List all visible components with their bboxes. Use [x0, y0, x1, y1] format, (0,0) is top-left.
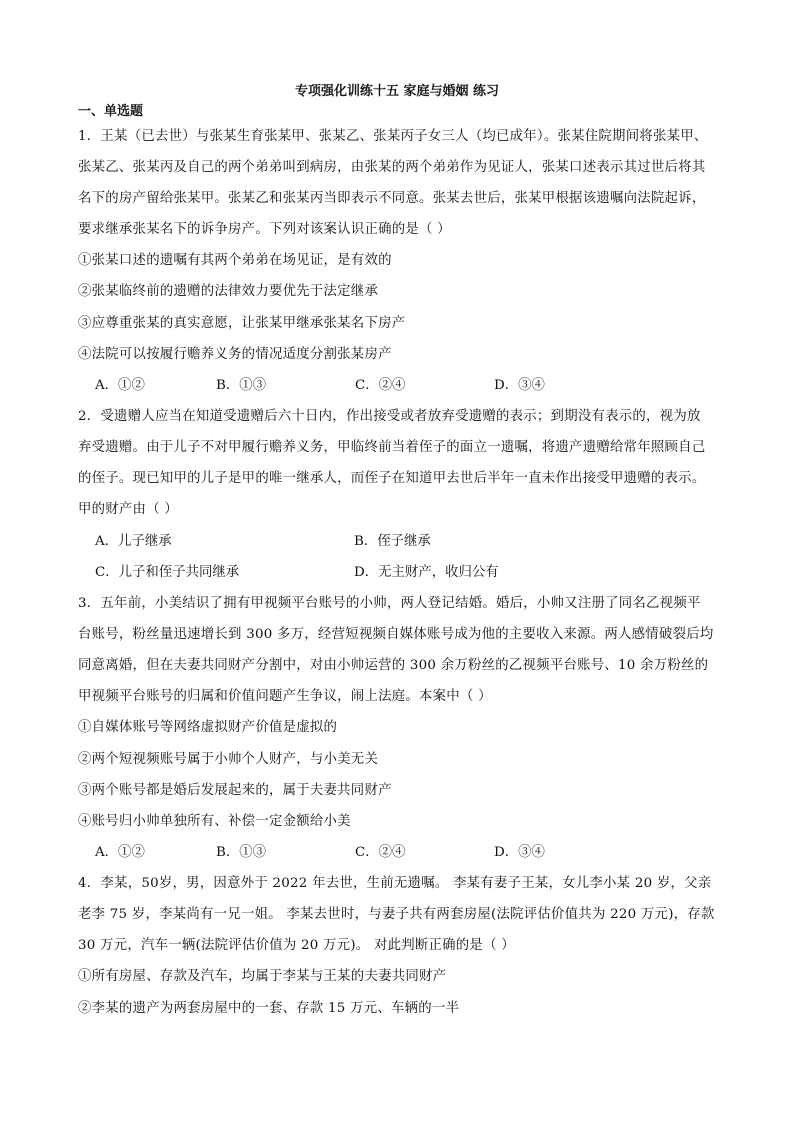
q1-statement: ①张某口述的遗嘱有其两个弟弟在场见证，是有效的 — [78, 253, 392, 268]
q2-stem-line: 的侄子。现已知甲的儿子是甲的唯一继承人，而侄子在知道甲去世后半年一直未作出接受甲遗赠的表示。 — [78, 471, 706, 486]
document-title: 专项强化训练十五 家庭与婚姻 练习 — [294, 84, 500, 99]
q3-option-c[interactable]: C．②④ — [355, 845, 406, 860]
q4-statement: ②李某的遗产为两套房屋中的一套、存款 15 万元、车辆的一半 — [78, 1001, 460, 1016]
q3-statement: ③两个账号都是婚后发展起来的，属于夫妻共同财产 — [78, 783, 392, 798]
q1-stem-line: 张某乙、张某丙及自己的两个弟弟叫到病房，由张某的两个弟弟作为见证人，张某口述表示其过世后将其 — [78, 160, 706, 175]
q1-statement: ③应尊重张某的真实意愿，让张某甲继承张某名下房产 — [78, 316, 406, 331]
q2-option-b[interactable]: B．侄子继承 — [354, 534, 431, 549]
q2-option-c[interactable]: C．儿子和侄子共同继承 — [95, 565, 240, 580]
q1-statement: ④法院可以按履行赡养义务的情况适度分割张某房产 — [78, 347, 392, 362]
q2-stem-line: 弃受遗赠。由于儿子不对甲履行赡养义务，甲临终前当着侄子的面立一遗嘱，将遗产遗赠给常年照顾自己 — [78, 440, 706, 455]
q4-stem-line: 4．李某，50岁，男，因意外于 2022 年去世，生前无遗嘱。 李某有妻子王某，女儿李小某 20 岁，父亲 — [78, 876, 712, 891]
section-heading: 一、单选题 — [78, 104, 144, 119]
q3-stem-line: 同意离婚，但在夫妻共同财产分割中，对由小帅运营的 300 余万粉丝的乙视频平台账号、10 余万粉丝的 — [78, 658, 709, 673]
q3-statement: ②两个短视频账号属于小帅个人财产，与小美无关 — [78, 752, 379, 767]
q3-statement: ①自媒体账号等网络虚拟财产价值是虚拟的 — [78, 720, 338, 735]
q2-stem-line: 2．受遗赠人应当在知道受遗赠后六十日内，作出接受或者放弃受遗赠的表示；到期没有表示的，视为放 — [78, 409, 701, 424]
q3-statement: ④账号归小帅单独所有、补偿一定金额给小美 — [78, 814, 351, 829]
q4-stem-line: 30 万元，汽车一辆(法院评估价值为 20 万元)。 对此判断正确的是（ ） — [78, 938, 515, 953]
q4-stem-line: 老李 75 岁，李某尚有一兄一姐。 李某去世时，与妻子共有两套房屋(法院评估价值共为 220 万元)，存款 — [78, 907, 715, 922]
q1-option-a[interactable]: A．①② — [95, 378, 145, 393]
q2-stem-line: 甲的财产由（ ） — [78, 502, 178, 517]
q3-stem-line: 甲视频平台账号的归属和价值问题产生争议，闹上法庭。本案中（ ） — [78, 689, 492, 704]
q3-stem-line: 3．五年前，小美结识了拥有甲视频平台账号的小帅，两人登记结婚。婚后，小帅又注册了同名乙视频平 — [78, 596, 701, 611]
q1-option-b[interactable]: B．①③ — [216, 378, 267, 393]
q2-option-d[interactable]: D．无主财产，收归公有 — [354, 565, 499, 580]
q1-option-d[interactable]: D．③④ — [494, 378, 545, 393]
q1-stem-line: 名下的房产留给张某甲。张某乙和张某丙当即表示不同意。张某去世后，张某甲根据该遗嘱向法院起诉， — [78, 191, 706, 206]
q3-option-d[interactable]: D．③④ — [494, 845, 545, 860]
q4-statement: ①所有房屋、存款及汽车，均属于李某与王某的夫妻共同财产 — [78, 969, 447, 984]
q2-option-a[interactable]: A．儿子继承 — [95, 534, 172, 549]
q1-option-c[interactable]: C．②④ — [355, 378, 406, 393]
q3-option-b[interactable]: B．①③ — [216, 845, 267, 860]
q3-option-a[interactable]: A．①② — [95, 845, 145, 860]
q1-stem-line: 要求继承张某名下的诉争房产。下列对该案认识正确的是（ ） — [78, 222, 451, 237]
q1-statement: ②张某临终前的遗赠的法律效力要优先于法定继承 — [78, 284, 379, 299]
q3-stem-line: 台账号，粉丝量迅速增长到 300 多万，经营短视频自媒体账号成为他的主要收入来源。两人感情破裂后均 — [78, 627, 714, 642]
q1-stem-line: 1．王某（已去世）与张某生育张某甲、张某乙、张某丙子女三人（均已成年）。张某住院期间将张某甲、 — [78, 129, 708, 144]
